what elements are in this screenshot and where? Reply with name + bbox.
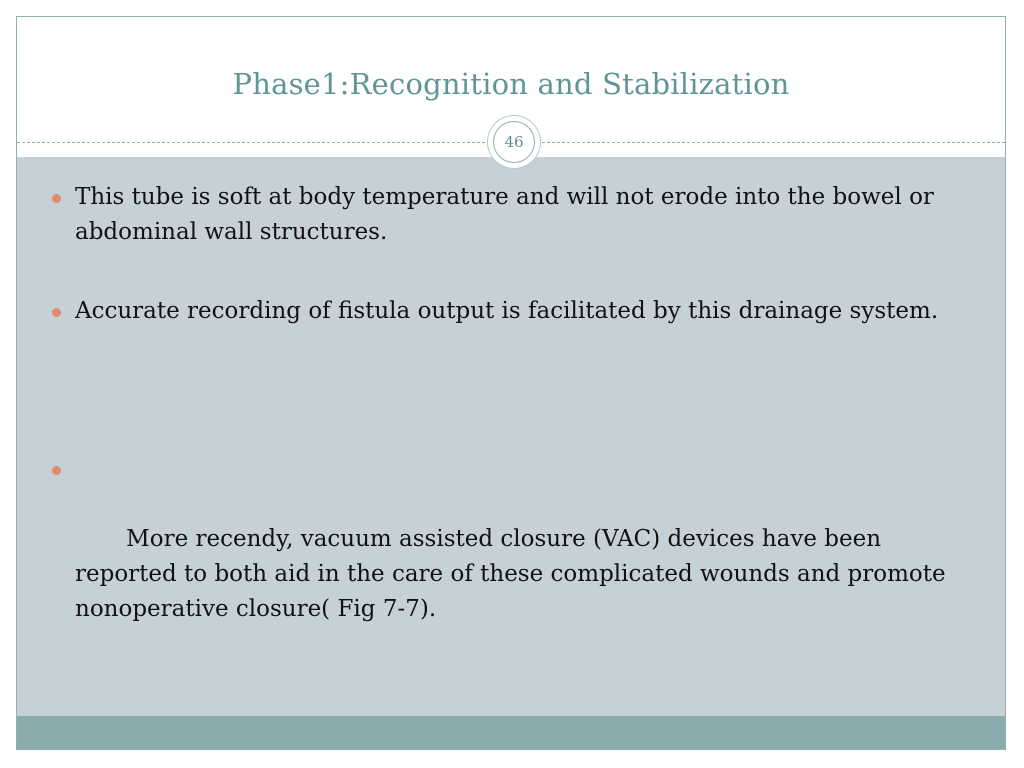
slide-title: Phase1:Recognition and Stabilization: [232, 67, 790, 101]
bullet-text: Accurate recording of fistula output is facilitated by this drainage system.: [75, 298, 939, 324]
bullet-item-3: [75, 452, 975, 662]
bullet-text: This tube is soft at body temperature and will not erode into the bowel or abdominal wall structures.: [75, 184, 934, 245]
bottom-bar: [17, 716, 1005, 750]
bullet-dot-icon: [52, 194, 61, 203]
bullet-text: More recendy, vacuum assisted closure (VAC) devices have been reported to both aid in the care of these complicated wounds and promote nonoperative closure( Fig 7-7).: [75, 526, 953, 622]
bullet-dot-icon: [52, 466, 61, 475]
bullet-item-1: [75, 180, 975, 250]
slide-content: [17, 157, 1005, 716]
bullet-item-2: [75, 294, 975, 329]
slide-frame: [16, 16, 1006, 750]
slide-number-badge: [488, 116, 540, 168]
slide-number: 46: [493, 121, 535, 163]
bullet-dot-icon: [52, 308, 61, 317]
